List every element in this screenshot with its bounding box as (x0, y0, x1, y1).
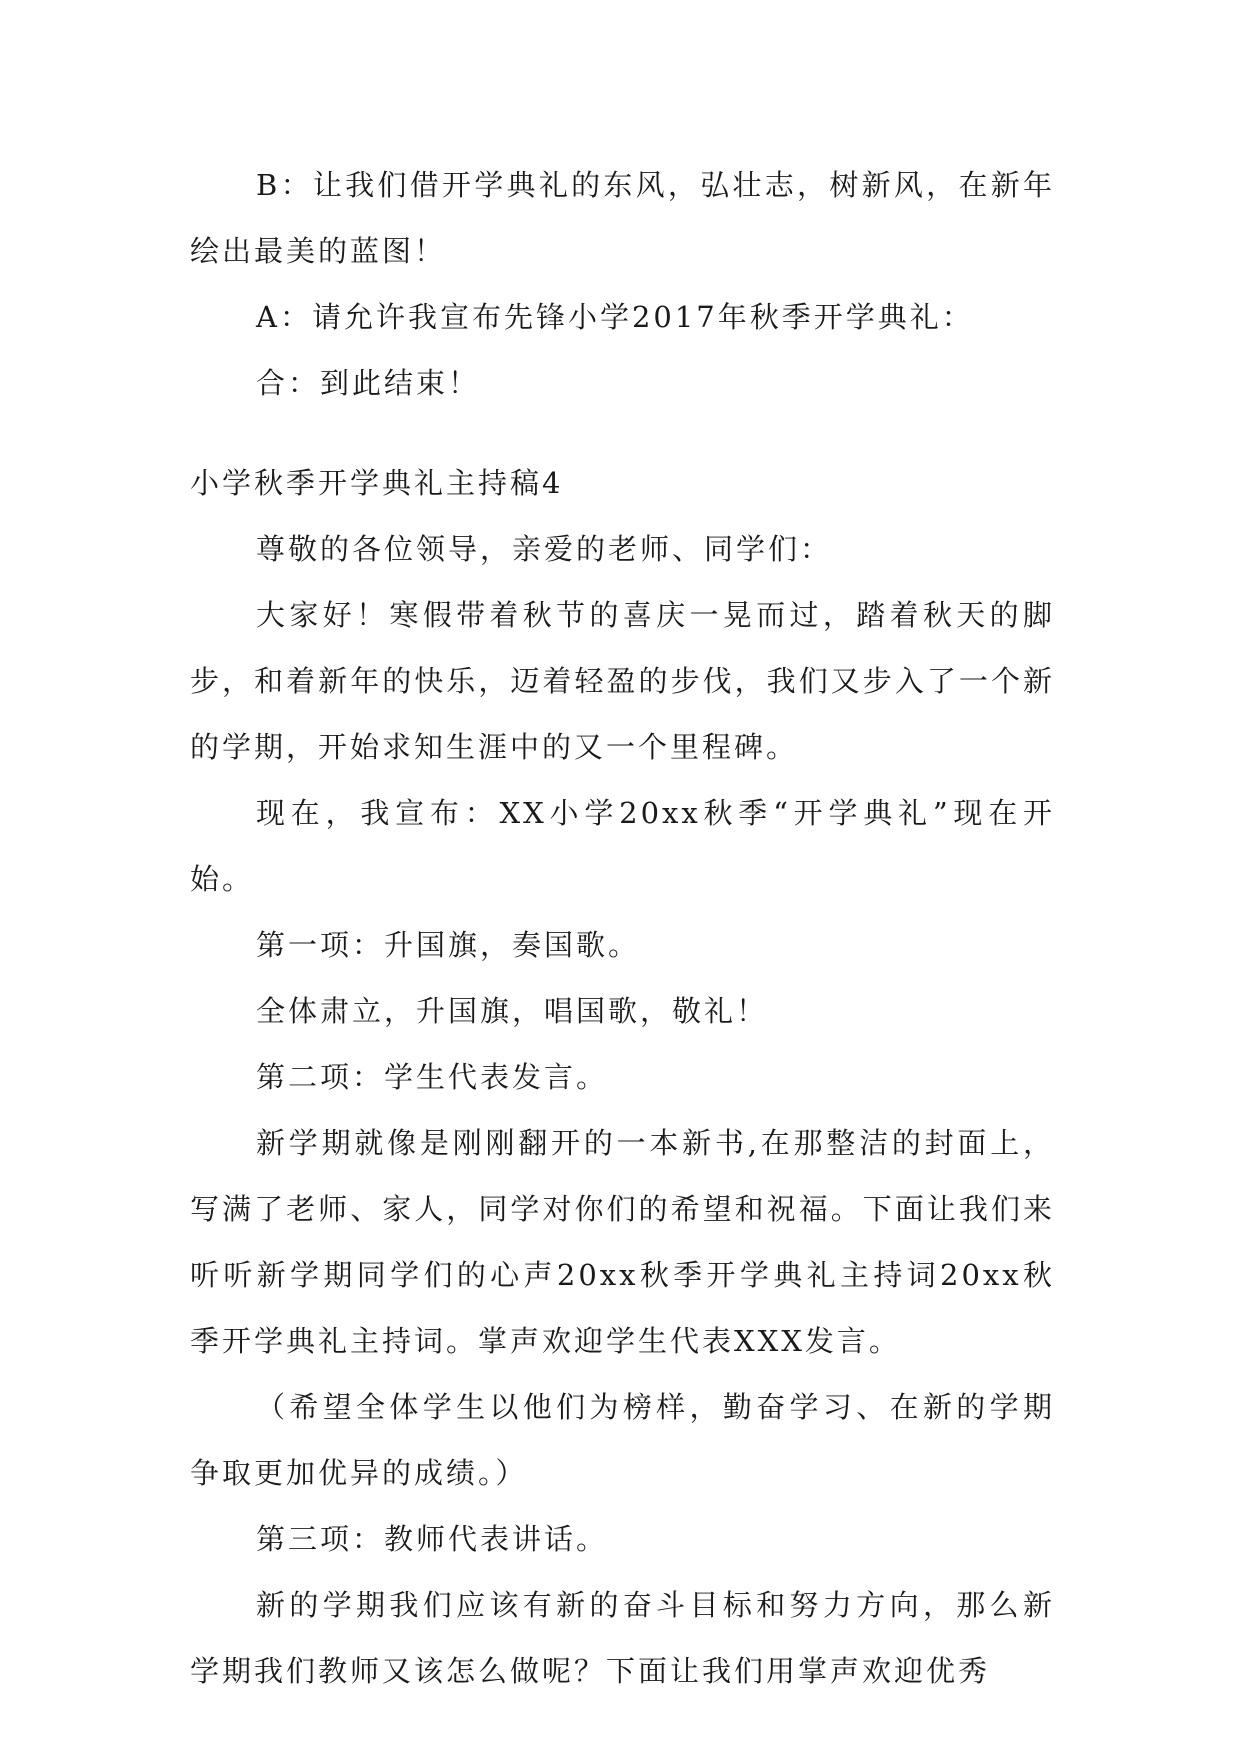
closing-section (190, 152, 1055, 416)
paragraph-item-one: 第一项：升国旗，奏国歌。 (256, 928, 641, 962)
paragraph-flag-ceremony: 全体肃立，升国旗，唱国歌，敬礼！ (256, 994, 769, 1028)
paragraph-student-hope: （希望全体学生以他们为榜样，勤奋学习、在新的学期争取更加优异的成绩。） (190, 1390, 1055, 1490)
paragraph-greeting: 尊敬的各位领导，亲爱的老师、同学们： (256, 532, 833, 566)
paragraph-together-end: 合：到此结束！ (256, 366, 481, 400)
paragraph-welcome: 大家好！寒假带着秋节的喜庆一晃而过，踏着秋天的脚步，和着新年的快乐，迈着轻盈的步伐，我们又步入了一个新的学期，开始求知生涯中的又一个里程碑。 (190, 598, 1055, 764)
paragraph-item-three: 第三项：教师代表讲话。 (256, 1522, 609, 1556)
section-heading: 小学秋季开学典礼主持稿4 (190, 466, 564, 500)
paragraph-host-a-announcement: A：请允许我宣布先锋小学2017年秋季开学典礼： (256, 300, 974, 334)
paragraph-teacher-speech-intro: 新的学期我们应该有新的奋斗目标和努力方向，那么新学期我们教师又该怎么做呢？下面让我们用掌声欢迎优秀 (190, 1588, 1055, 1688)
paragraph-host-b-closing: B：让我们借开学典礼的东风，弘壮志，树新风，在新年绘出最美的蓝图！ (190, 168, 1055, 268)
paragraph-opening-announcement: 现在，我宣布：XX小学20xx秋季“开学典礼”现在开始。 (190, 796, 1055, 896)
script-section-4 (190, 450, 1055, 1704)
paragraph-student-speech-intro: 新学期就像是刚刚翻开的一本新书,在那整洁的封面上，写满了老师、家人，同学对你们的希望和祝福。下面让我们来听听新学期同学们的心声20xx秋季开学典礼主持词20xx秋季开学典礼主持词。掌声欢迎学生代表XXX发言。 (190, 1126, 1055, 1358)
paragraph-item-two: 第二项：学生代表发言。 (256, 1060, 609, 1094)
